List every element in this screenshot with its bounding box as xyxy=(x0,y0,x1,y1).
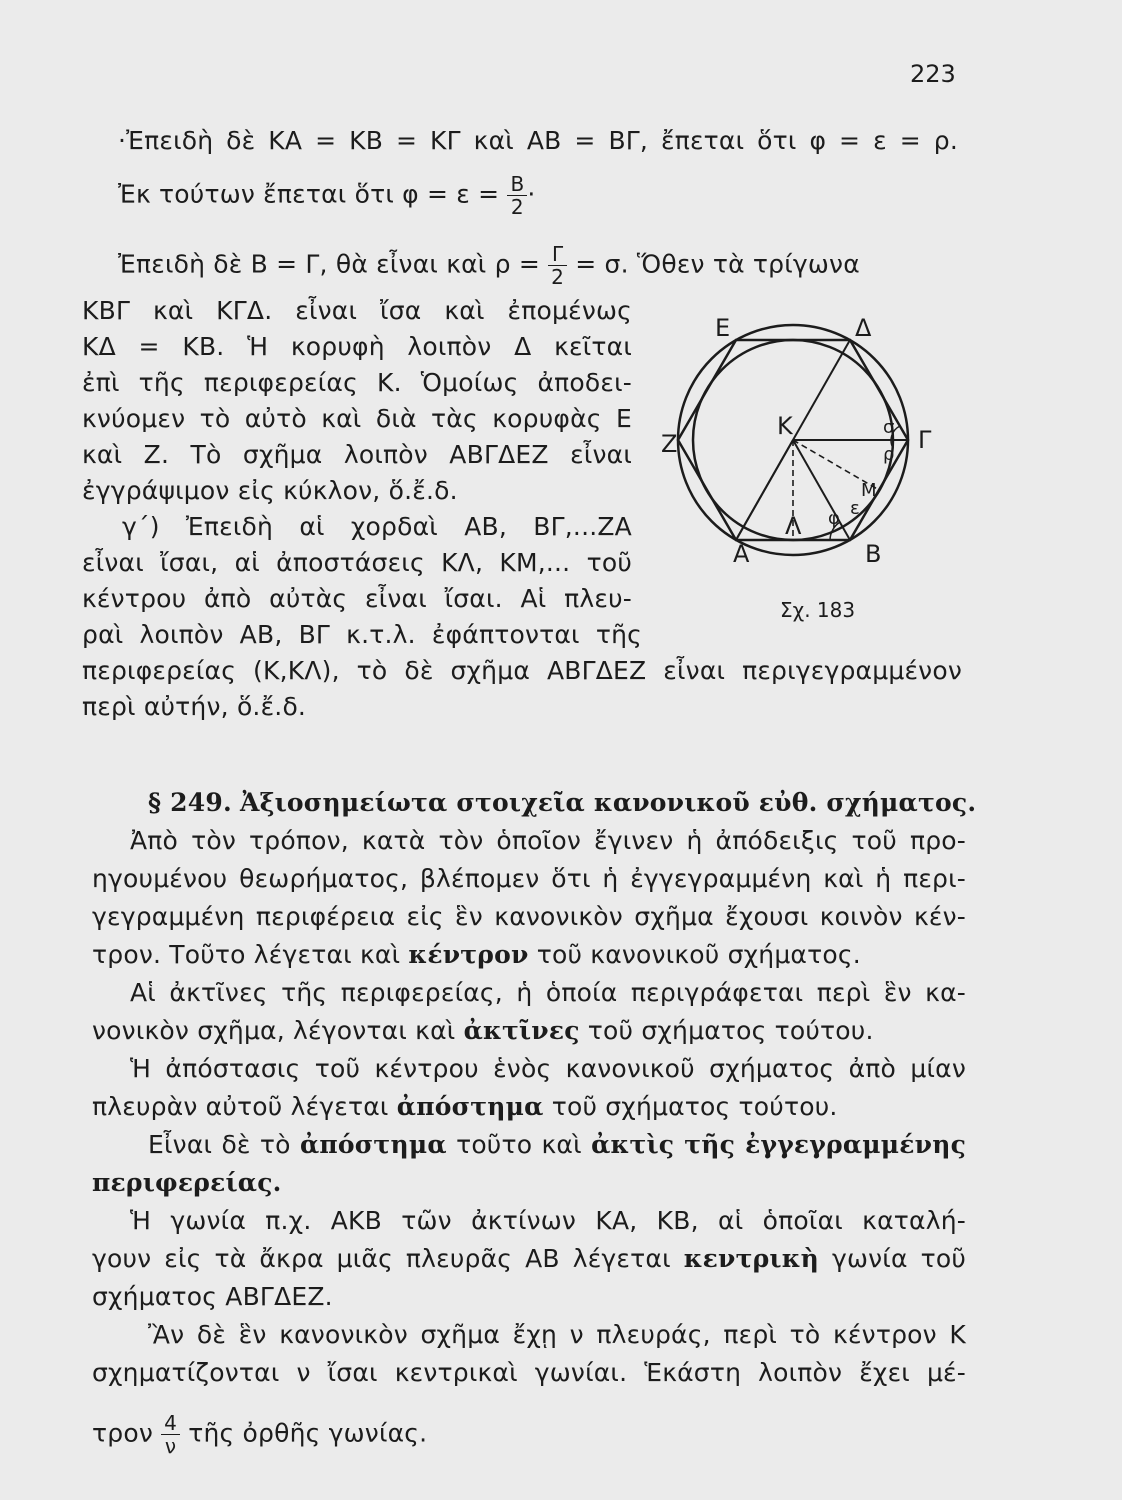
text-span: · xyxy=(527,179,536,209)
fraction xyxy=(548,243,567,288)
bold-term: ἀκτῖνες xyxy=(463,1016,580,1045)
section-number: § 249. xyxy=(148,788,232,817)
bold-term: ἀπόστημα xyxy=(396,1092,544,1121)
text-line: Αἱ ἀκτῖνες τῆς περιφερείας, ἡ ὁποία περιγράφεται περὶ ἓν κα- xyxy=(130,978,966,1007)
text-line: γεγραμμένη περιφέρεια εἰς ἓν κανονικὸν σχῆμα ἔχουσι κοινὸν κέν- xyxy=(92,902,966,931)
text-span: Ἐκ τούτων ἔπεται ὅτι φ = ε = xyxy=(118,179,500,209)
figure-hexagon-circle xyxy=(655,300,955,590)
figure-label: σ xyxy=(883,417,895,438)
text-line: κνύομεν τὸ αὐτὸ καὶ διὰ τὰς κορυφὰς Ε xyxy=(82,404,632,433)
text-line xyxy=(92,1412,427,1457)
text-span: τρον. Τοῦτο λέγεται καὶ xyxy=(92,940,401,969)
text-span: τῆς ὀρθῆς γωνίας. xyxy=(188,1418,428,1448)
bold-term: ἀκτὶς τῆς ἐγγεγραμμένης xyxy=(591,1130,967,1159)
text-line: ΚΔ = ΚΒ. Ἡ κορυφὴ λοιπὸν Δ κεῖται xyxy=(82,332,632,361)
fraction-denominator: 2 xyxy=(551,265,565,289)
text-line xyxy=(118,173,536,218)
text-line: περιφερείας (Κ,ΚΛ), τὸ δὲ σχῆμα ΑΒΓΔΕΖ εἶναι περιγεγραμμένον xyxy=(82,656,962,685)
text-span: = σ. Ὅθεν τὰ τρίγωνα xyxy=(575,249,860,279)
text-span: πλευρὰν αὐτοῦ λέγεται xyxy=(92,1092,389,1121)
figure-label: ε xyxy=(850,498,860,519)
figure-label: φ xyxy=(828,508,840,529)
text-span: τοῦ σχήματος τούτου. xyxy=(551,1092,838,1121)
text-line: ἐπὶ τῆς περιφερείας Κ. Ὁμοίως ἀποδει- xyxy=(82,368,632,397)
figure-caption: Σχ. 183 xyxy=(780,598,856,622)
text-line: Ἡ γωνία π.χ. ΑΚΒ τῶν ἀκτίνων ΚΑ, ΚΒ, αἱ ὁποῖαι καταλή- xyxy=(130,1206,966,1235)
text-span: Εἶναι δὲ τὸ xyxy=(148,1130,291,1159)
text-span: τοῦ κανονικοῦ σχήματος. xyxy=(536,940,861,969)
text-line: καὶ Ζ. Τὸ σχῆμα λοιπὸν ΑΒΓΔΕΖ εἶναι xyxy=(82,440,632,469)
text-line: ἐγγράψιμον εἰς κύκλον, ὅ.ἔ.δ. xyxy=(82,476,458,505)
fraction-numerator: Γ xyxy=(548,243,567,266)
fraction-denominator: 2 xyxy=(510,195,524,219)
text-span: γωνία τοῦ xyxy=(831,1244,966,1273)
fraction xyxy=(507,173,527,218)
fraction xyxy=(161,1412,180,1457)
figure-label: Λ xyxy=(785,512,802,540)
text-line xyxy=(148,1132,966,1157)
text-line xyxy=(118,243,860,288)
text-line: Ἀπὸ τὸν τρόπον, κατὰ τὸν ὁποῖον ἔγινεν ἡ ἀπόδειξις τοῦ προ- xyxy=(130,826,966,855)
figure-label: Κ xyxy=(777,412,793,440)
figure-label: Μ xyxy=(861,480,877,501)
fraction-denominator: ν xyxy=(164,1434,177,1458)
bold-term: ἀπόστημα xyxy=(299,1130,447,1159)
section-heading xyxy=(148,788,977,817)
text-line: ηγουμένου θεωρήματος, βλέπομεν ὅτι ἡ ἐγγεγραμμένη καὶ ἡ περι- xyxy=(92,864,966,893)
figure-label: ρ xyxy=(883,444,895,465)
figure-label: Ζ xyxy=(661,430,678,458)
text-line: σχήματος ΑΒΓΔΕΖ. xyxy=(92,1282,333,1311)
text-line: Ἂν δὲ ἓν κανονικὸν σχῆμα ἔχῃ ν πλευράς, περὶ τὸ κέντρον Κ xyxy=(148,1320,966,1349)
text-line: ·Ἐπειδὴ δὲ ΚΑ = ΚΒ = ΚΓ καὶ ΑΒ = ΒΓ, ἔπεται ὅτι φ = ε = ρ. xyxy=(118,126,958,155)
text-line: κέντρου ἀπὸ αὐτὰς εἶναι ἴσαι. Αἱ πλευ- xyxy=(82,584,632,613)
figure-label: Δ xyxy=(855,314,872,342)
text-line: γ΄) Ἐπειδὴ αἱ χορδαὶ ΑΒ, ΒΓ,...ΖΑ xyxy=(122,512,632,541)
text-span: Ἐπειδὴ δὲ Β = Γ, θὰ εἶναι καὶ ρ = xyxy=(118,249,540,279)
fraction-numerator: Β xyxy=(507,173,527,196)
radius-KB xyxy=(793,440,850,540)
text-line: ΚΒΓ καὶ ΚΓΔ. εἶναι ἴσα καὶ ἐπομένως xyxy=(82,296,632,325)
text-line: σχηματίζονται ν ἴσαι κεντρικαὶ γωνίαι. Ἑκάστη λοιπὸν ἔχει μέ- xyxy=(92,1358,966,1387)
text-span: τοῦ σχήματος τούτου. xyxy=(587,1016,874,1045)
text-line: εἶναι ἴσαι, αἱ ἀποστάσεις ΚΛ, ΚΜ,... τοῦ xyxy=(82,548,632,577)
text-span: γουν εἰς τὰ ἄκρα μιᾶς πλευρᾶς ΑΒ λέγεται xyxy=(92,1244,671,1273)
text-span: νονικὸν σχῆμα, λέγονται καὶ xyxy=(92,1016,456,1045)
figure-label: Α xyxy=(733,540,750,568)
text-line xyxy=(92,942,861,967)
text-line: ραὶ λοιπὸν ΑΒ, ΒΓ κ.τ.λ. ἐφάπτονται τῆς xyxy=(82,620,642,649)
text-line xyxy=(92,1018,874,1043)
section-title: Ἀξιοσημείωτα στοιχεῖα κανονικοῦ εὐθ. σχήματος. xyxy=(240,788,977,817)
text-span: τοῦτο καὶ xyxy=(456,1130,582,1159)
figure-label: Β xyxy=(865,540,882,568)
text-line xyxy=(92,1246,966,1271)
bold-term: κέντρον xyxy=(408,940,529,969)
text-line: περὶ αὐτήν, ὅ.ἔ.δ. xyxy=(82,692,307,721)
page-number: 223 xyxy=(910,60,956,88)
text-line xyxy=(92,1094,838,1119)
text-line: περιφερείας. xyxy=(92,1168,282,1197)
text-span: τρον xyxy=(92,1418,153,1448)
bold-term: κεντρικὴ xyxy=(683,1244,820,1273)
text-line: Ἡ ἀπόστασις τοῦ κέντρου ἑνὸς κανονικοῦ σχήματος ἀπὸ μίαν xyxy=(130,1054,966,1083)
fraction-numerator: 4 xyxy=(161,1412,180,1435)
figure-label: Ε xyxy=(715,314,731,342)
figure-label: Γ xyxy=(918,426,932,454)
